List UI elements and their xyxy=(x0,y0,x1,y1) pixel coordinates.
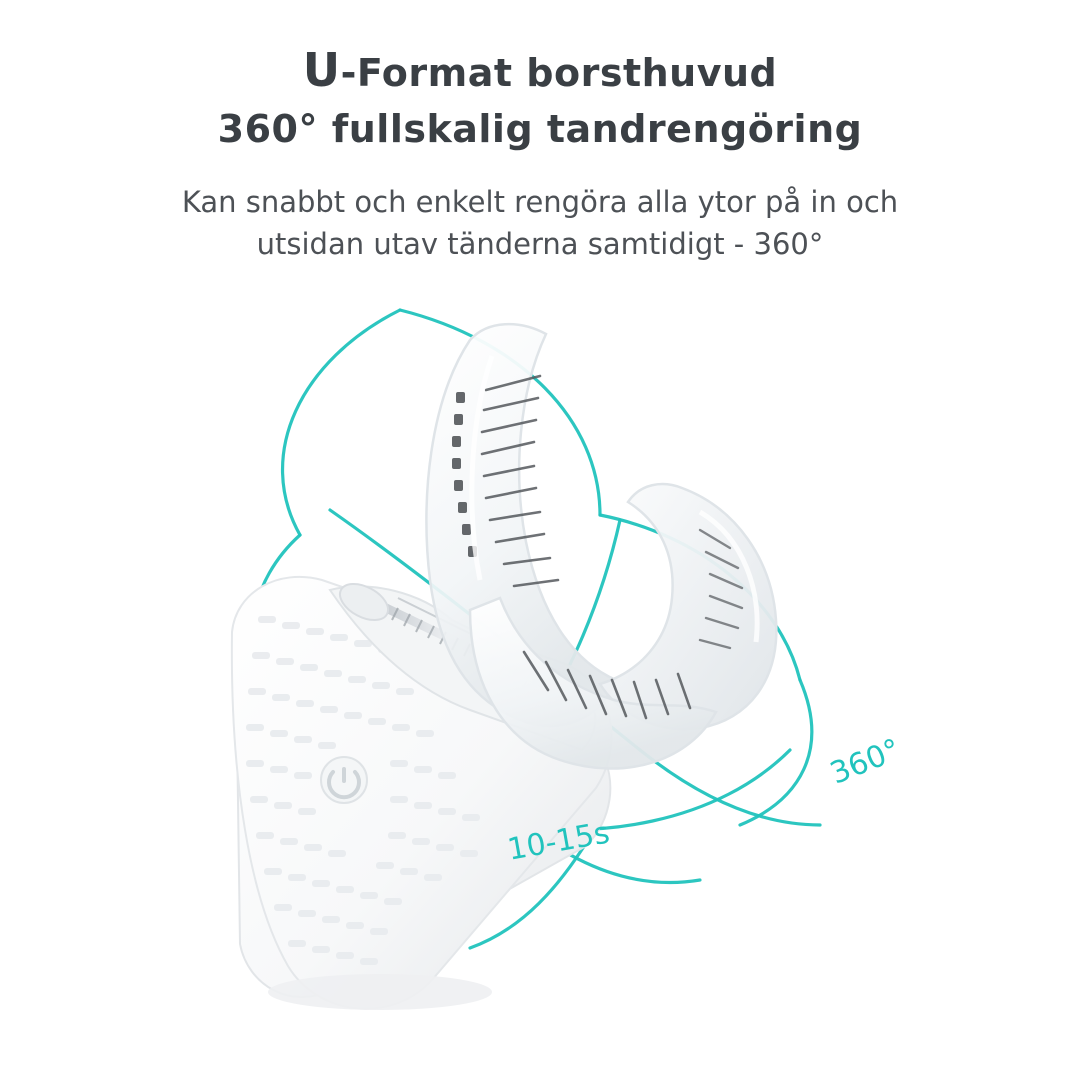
product-illustration xyxy=(0,280,1080,1080)
power-button[interactable] xyxy=(321,757,367,803)
headline-line-2: 360° fullskalig tandrengöring xyxy=(217,107,863,151)
drop-shadow xyxy=(268,974,492,1010)
text-block xyxy=(0,44,1080,265)
subheading-line-2: utsidan utav tänderna samtidigt - 360° xyxy=(256,227,824,261)
product-image xyxy=(0,280,1080,1080)
duration-annotation: 10-15s xyxy=(504,815,613,868)
rotation-annotation: 360° xyxy=(825,732,906,792)
headline-line-1 xyxy=(0,44,1080,99)
headline-line-1-rest: -Format borsthuvud xyxy=(340,51,778,95)
subheading-line-1: Kan snabbt och enkelt rengöra alla ytor på in och xyxy=(181,185,899,219)
subheading xyxy=(0,181,1080,265)
headline-line-1-lead: U xyxy=(302,43,341,97)
